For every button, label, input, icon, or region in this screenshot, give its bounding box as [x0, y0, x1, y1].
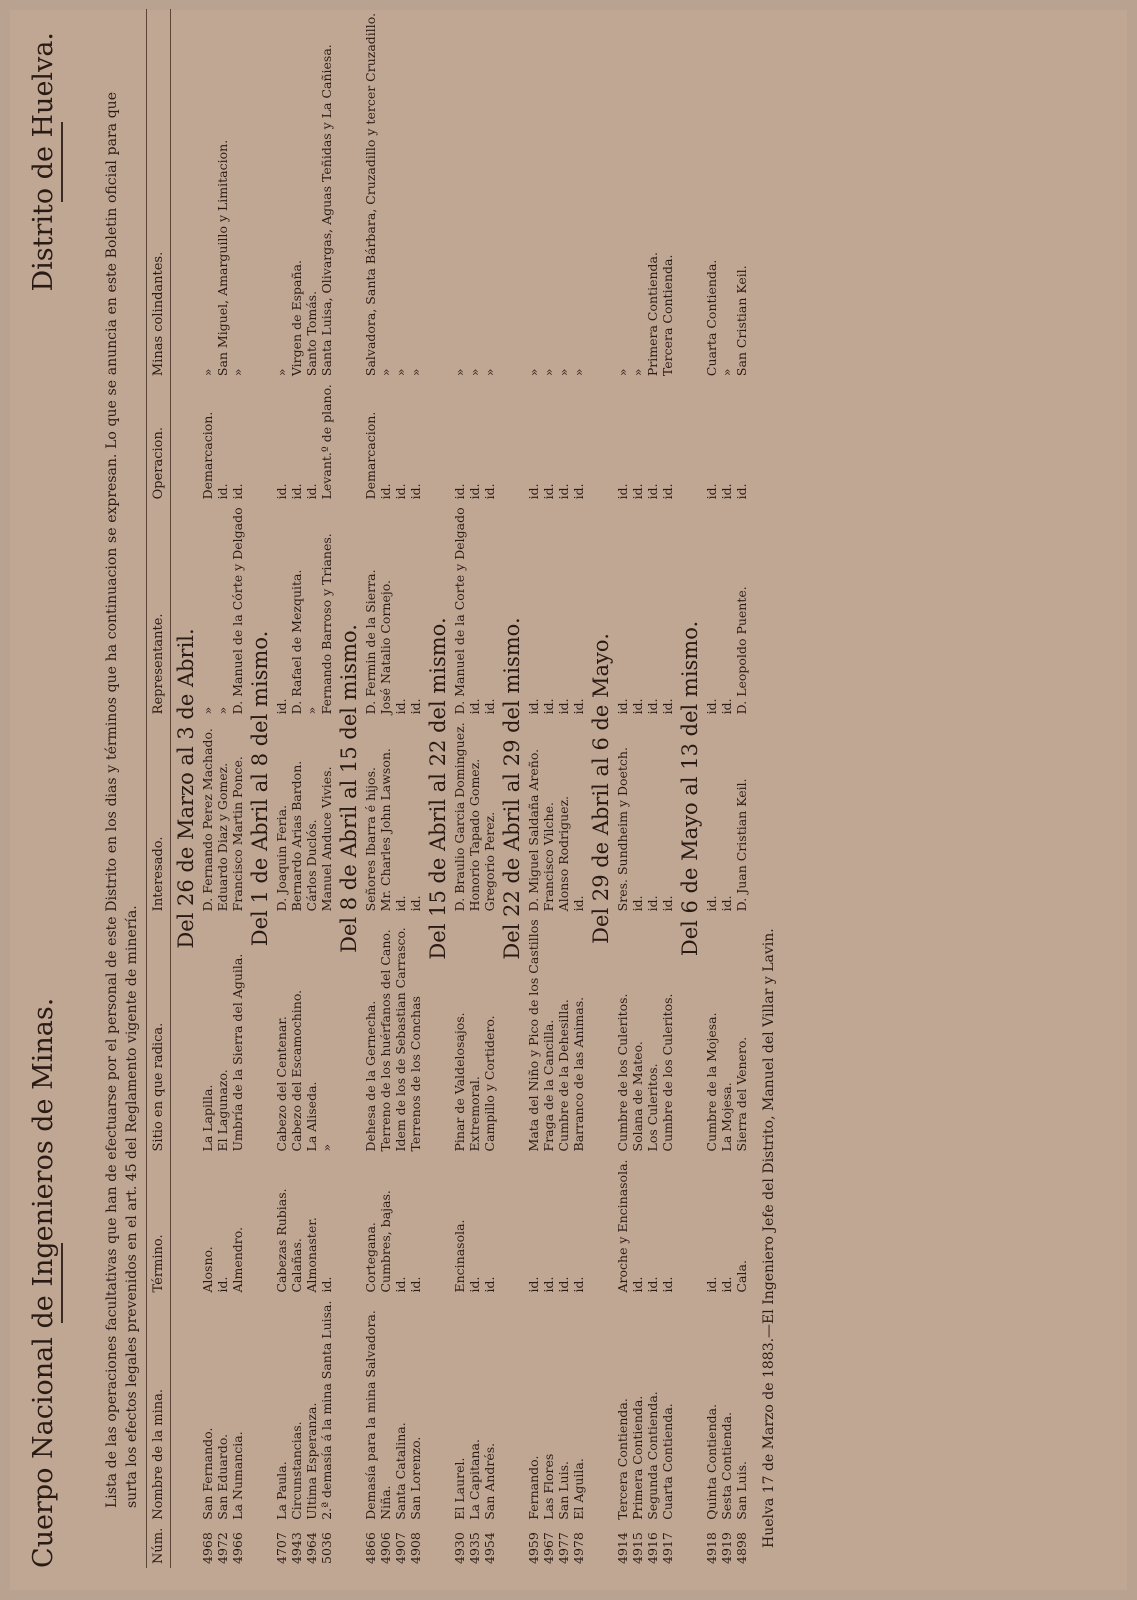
site: Terreno de los huérfanos del Cano. — [378, 929, 393, 1152]
mine-number: 4919 — [719, 1532, 734, 1564]
representative: » — [304, 706, 319, 715]
mine-name: Niña. — [378, 1485, 393, 1520]
operation: Levant.º de plano. — [319, 384, 334, 500]
operation: id. — [452, 483, 467, 500]
mine-name: San Luis. — [734, 1461, 749, 1520]
municipality: Cortegana. — [363, 1222, 378, 1293]
table-row — [363, 9, 378, 1568]
site: Idem de los de Sebastian Carrasco. — [393, 927, 408, 1152]
table-row — [467, 9, 482, 1568]
col-operation: Operacion. — [147, 380, 171, 503]
site: La Lapilla. — [200, 1084, 215, 1152]
table-row — [571, 9, 586, 1568]
mine-number: 4954 — [482, 1532, 497, 1564]
mine-number: 4972 — [215, 1532, 230, 1564]
operations-table — [146, 9, 749, 1568]
representative: D. Manuel de la Corte y Delgado — [452, 507, 467, 715]
mine-name: San Fernando. — [200, 1427, 215, 1520]
table-row — [200, 9, 215, 1568]
section-heading-row — [586, 9, 615, 1568]
adjacent-mines: Cuarta Contienda. — [704, 259, 719, 377]
mine-number: 4908 — [408, 1532, 423, 1564]
operation: id. — [274, 483, 289, 500]
mine-number: 5036 — [319, 1532, 334, 1564]
site: El Lagunazo. — [215, 1069, 230, 1152]
table-row — [408, 9, 423, 1568]
mine-name: Quinta Contienda. — [704, 1403, 719, 1520]
operation: id. — [645, 483, 660, 500]
representative: id. — [526, 698, 541, 715]
municipality: id. — [526, 1276, 541, 1293]
adjacent-mines: » — [615, 368, 630, 377]
operation: id. — [289, 483, 304, 500]
site: Cabezo del Centenar. — [274, 1016, 289, 1152]
representative: id. — [541, 698, 556, 715]
municipality: Alosno. — [200, 1246, 215, 1293]
mine-name: San Lorenzo. — [408, 1436, 423, 1520]
signature-line: Huelva 17 de Marzo de 1883.—El Ingeniero Jefe del Distrito, Manuel del Villar y Lavin. — [761, 928, 777, 1548]
table-row — [452, 9, 467, 1568]
interested-party: id. — [630, 895, 645, 912]
table-row — [541, 9, 556, 1568]
table-row — [215, 9, 230, 1568]
representative: » — [200, 706, 215, 715]
section-heading-row — [334, 9, 363, 1568]
operation: id. — [230, 483, 245, 500]
mine-number: 4916 — [645, 1532, 660, 1564]
representative: id. — [571, 698, 586, 715]
table-row — [482, 9, 497, 1568]
operation: id. — [408, 483, 423, 500]
mine-number: 4907 — [393, 1532, 408, 1564]
mine-number: 4964 — [304, 1532, 319, 1564]
mine-name: La Capitana. — [467, 1439, 482, 1520]
table-row — [556, 9, 571, 1568]
interested-party: id. — [408, 895, 423, 912]
interested-party: D. Juan Cristian Keil. — [734, 778, 749, 912]
mine-name: El Aguila. — [571, 1458, 586, 1520]
mine-name: Segunda Contienda. — [645, 1391, 660, 1520]
operation: id. — [734, 483, 749, 500]
representative: id. — [719, 698, 734, 715]
table-row — [660, 9, 675, 1568]
site: Dehesa de la Gernecha. — [363, 1000, 378, 1152]
corps-title: Cuerpo Nacional de Ingenieros de Minas. — [28, 997, 59, 1568]
operation: id. — [615, 483, 630, 500]
table-body — [171, 9, 750, 1568]
representative: id. — [704, 698, 719, 715]
col-representative: Representante. — [147, 503, 171, 718]
section-heading-row — [245, 9, 274, 1568]
table-row — [645, 9, 660, 1568]
representative: id. — [408, 698, 423, 715]
municipality: id. — [704, 1276, 719, 1293]
interested-party: id. — [719, 895, 734, 912]
col-name: Nombre de la mina. — [147, 1297, 171, 1524]
operation: id. — [541, 483, 556, 500]
adjacent-mines: Tercera Contienda. — [660, 254, 675, 377]
section-date-range: Del 15 de Abril al 22 del mismo. — [426, 617, 450, 960]
section-date-range: Del 29 de Abril al 6 de Mayo. — [589, 633, 613, 944]
table-row — [289, 9, 304, 1568]
table-row — [304, 9, 319, 1568]
interested-party: id. — [571, 895, 586, 912]
table-row — [526, 9, 541, 1568]
operation: id. — [556, 483, 571, 500]
site: Solana de Mateo. — [630, 1041, 645, 1152]
site: Fraga de la Cancilla. — [541, 1019, 556, 1152]
mine-number: 4866 — [363, 1532, 378, 1564]
representative: id. — [615, 698, 630, 715]
representative: id. — [482, 698, 497, 715]
municipality: id. — [541, 1276, 556, 1293]
table-row — [704, 9, 719, 1568]
representative: D. Rafael de Mezquita. — [289, 569, 304, 715]
section-heading-row — [675, 9, 704, 1568]
operation: id. — [571, 483, 586, 500]
operation: Demarcacion. — [200, 411, 215, 500]
site: Umbría de la Sierra del Aguila. — [230, 953, 245, 1152]
adjacent-mines: » — [230, 368, 245, 377]
operation: id. — [704, 483, 719, 500]
mine-name: La Numancia. — [230, 1431, 245, 1520]
section-date-range: Del 6 de Mayo al 13 del mismo. — [678, 620, 702, 957]
mine-number: 4918 — [704, 1532, 719, 1564]
interested-party: Honorio Tapado Gomez. — [467, 758, 482, 912]
representative: id. — [393, 698, 408, 715]
representative: José Natalio Cornejo. — [378, 579, 393, 715]
mine-number: 4959 — [526, 1532, 541, 1564]
flourish-divider — [61, 1243, 63, 1323]
table-row — [630, 9, 645, 1568]
municipality: id. — [408, 1276, 423, 1293]
representative: id. — [556, 698, 571, 715]
table-row — [615, 9, 630, 1568]
section-date-range: Del 26 de Marzo al 3 de Abril. — [174, 628, 198, 949]
mine-name: Ultima Esperanza. — [304, 1402, 319, 1520]
interested-party: id. — [393, 895, 408, 912]
representative: D. Manuel de la Córte y Delgado — [230, 507, 245, 715]
site: Cumbre de los Culeritos. — [660, 993, 675, 1152]
mine-name: Santa Catalina. — [393, 1422, 408, 1520]
site: Sierra del Venero. — [734, 1036, 749, 1152]
flourish-divider — [61, 122, 63, 202]
mine-name: Demasía para la mina Salvadora. — [363, 1310, 378, 1520]
mine-number: 4968 — [200, 1532, 215, 1564]
adjacent-mines: » — [556, 368, 571, 377]
section-date-range: Del 1 de Abril al 8 del mismo. — [248, 630, 272, 947]
section-date-range: Del 8 de Abril al 15 del mismo. — [337, 624, 361, 953]
interested-party: Manuel Anduce Vivies. — [319, 766, 334, 912]
interested-party: id. — [660, 895, 675, 912]
interested-party: D. Joaquin Feria. — [274, 804, 289, 912]
mine-name: Cuarta Contienda. — [660, 1403, 675, 1520]
col-term: Término. — [147, 1155, 171, 1296]
site: Los Culeritos. — [645, 1063, 660, 1152]
col-interested: Interesado. — [147, 718, 171, 915]
adjacent-mines: » — [452, 368, 467, 377]
adjacent-mines: San Cristian Keil. — [734, 265, 749, 377]
site: Extremoral. — [467, 1076, 482, 1152]
mine-number: 4930 — [452, 1532, 467, 1564]
mine-number: 4943 — [289, 1532, 304, 1564]
interested-party: Cárlos Duclós. — [304, 819, 319, 912]
site: Cumbre de la Dehesilla. — [556, 999, 571, 1152]
interested-party: id. — [704, 895, 719, 912]
interested-party: id. — [645, 895, 660, 912]
municipality: id. — [319, 1276, 334, 1293]
adjacent-mines: » — [571, 368, 586, 377]
table-row — [719, 9, 734, 1568]
mine-number: 4967 — [541, 1532, 556, 1564]
rotated-document — [10, 10, 1127, 1590]
col-num: Núm. — [147, 1524, 171, 1568]
municipality: id. — [467, 1276, 482, 1293]
adjacent-mines: » — [719, 368, 734, 377]
interested-party: Francisco Vilche. — [541, 802, 556, 912]
representative: id. — [467, 698, 482, 715]
table-row — [230, 9, 245, 1568]
adjacent-mines: » — [378, 368, 393, 377]
mine-number: 4915 — [630, 1532, 645, 1564]
col-adjacent: Minas colindantes. — [147, 9, 171, 380]
mine-number: 4707 — [274, 1532, 289, 1564]
table-row — [734, 9, 749, 1568]
operation: id. — [719, 483, 734, 500]
section-date-range: Del 22 de Abril al 29 del mismo. — [500, 617, 524, 960]
mine-name: San Andrés. — [482, 1442, 497, 1520]
operation: id. — [660, 483, 675, 500]
adjacent-mines: » — [541, 368, 556, 377]
table-row — [393, 9, 408, 1568]
mine-name: 2.ª demasía á la mina Santa Luisa. — [319, 1300, 334, 1520]
operation: id. — [393, 483, 408, 500]
operation: id. — [482, 483, 497, 500]
operation: id. — [304, 483, 319, 500]
mine-name: Tercera Contienda. — [615, 1398, 630, 1520]
municipality: Aroche y Encinasola. — [615, 1159, 630, 1293]
representative: id. — [645, 698, 660, 715]
mine-number: 4917 — [660, 1532, 675, 1564]
site: » — [319, 1143, 334, 1152]
municipality: Almonaster. — [304, 1217, 319, 1293]
representative: » — [215, 706, 230, 715]
scanned-page — [10, 10, 1127, 1590]
site: Mata del Niño y Pico de los Castillos — [526, 919, 541, 1152]
municipality: id. — [556, 1276, 571, 1293]
table-row — [274, 9, 289, 1568]
table-row — [319, 9, 334, 1568]
mine-number: 4978 — [571, 1532, 586, 1564]
mine-number: 4914 — [615, 1532, 630, 1564]
representative: id. — [660, 698, 675, 715]
municipality: Calañas. — [289, 1238, 304, 1293]
header — [28, 32, 98, 1568]
adjacent-mines: » — [630, 368, 645, 377]
municipality: id. — [645, 1276, 660, 1293]
municipality: Cabezas Rubias. — [274, 1188, 289, 1293]
operation: id. — [378, 483, 393, 500]
interested-party: D. Fernando Perez Machado. — [200, 728, 215, 912]
municipality: Cala. — [734, 1260, 749, 1293]
operation: id. — [215, 483, 230, 500]
representative: D. Leopoldo Puente. — [734, 586, 749, 715]
adjacent-mines: » — [274, 368, 289, 377]
mine-name: Las Flores — [541, 1453, 556, 1520]
representative: id. — [630, 698, 645, 715]
mine-number: 4977 — [556, 1532, 571, 1564]
mine-name: Fernando. — [526, 1455, 541, 1520]
representative: D. Fermin de la Sierra. — [363, 569, 378, 715]
site: Cumbre de los Culeritos. — [615, 993, 630, 1152]
table-row — [378, 9, 393, 1568]
interested-party: Francisco Martin Ponce. — [230, 756, 245, 912]
site: Pinar de Valdelosajos. — [452, 1012, 467, 1152]
section-heading-row — [171, 9, 201, 1568]
site: La Aliseda. — [304, 1081, 319, 1152]
adjacent-mines: Salvadora, Santa Bárbara, Cruzadillo y tercer Cruzadillo. — [363, 12, 378, 377]
interested-party: Eduardo Diaz y Gomez. — [215, 762, 230, 912]
mine-name: San Eduardo. — [215, 1433, 230, 1520]
interested-party: D. Miguel Saldaña Areño. — [526, 748, 541, 912]
mine-name: La Paula. — [274, 1461, 289, 1520]
interested-party: Mr. Charles John Lawson. — [378, 748, 393, 912]
municipality: Encinasola. — [452, 1219, 467, 1293]
site: Barranco de las Animas. — [571, 996, 586, 1152]
municipality: Almendro. — [230, 1226, 245, 1293]
adjacent-mines: » — [408, 368, 423, 377]
mine-name: El Laurel. — [452, 1457, 467, 1520]
table-header-row — [147, 9, 171, 1568]
site: Cumbre de la Mojesa. — [704, 1012, 719, 1152]
adjacent-mines: » — [526, 368, 541, 377]
interested-party: Sres. Sundheim y Doetch. — [615, 747, 630, 912]
mine-number: 4966 — [230, 1532, 245, 1564]
adjacent-mines: » — [482, 368, 497, 377]
section-heading-row — [497, 9, 526, 1568]
site: Terrenos de los Conchas — [408, 996, 423, 1152]
adjacent-mines: Santo Tomás. — [304, 290, 319, 377]
adjacent-mines: » — [200, 368, 215, 377]
municipality: id. — [482, 1276, 497, 1293]
site: La Mojesa. — [719, 1082, 734, 1152]
site: Campillo y Cortidero. — [482, 1015, 497, 1152]
municipality: Cumbres, bajas. — [378, 1190, 393, 1293]
adjacent-mines: Virgen de España. — [289, 260, 304, 377]
interested-party: Gregorio Perez. — [482, 811, 497, 912]
section-heading-row — [423, 9, 452, 1568]
adjacent-mines: San Miguel, Amarguillo y Limitacion. — [215, 139, 230, 377]
interested-party: Alonso Rodriguez. — [556, 795, 571, 912]
mine-number: 4935 — [467, 1532, 482, 1564]
site: Cabezo del Escamochino. — [289, 989, 304, 1152]
interested-party: D. Braulio Garcia Dominguez. — [452, 722, 467, 912]
interested-party: Bernardo Arias Bardon. — [289, 760, 304, 912]
operation: id. — [526, 483, 541, 500]
municipality: id. — [630, 1276, 645, 1293]
col-site: Sitio en que radica. — [147, 915, 171, 1155]
adjacent-mines: Santa Luisa, Olivargas, Aguas Teñidas y La Cañiesa. — [319, 44, 334, 377]
representative: id. — [274, 698, 289, 715]
operation: id. — [630, 483, 645, 500]
representative: Fernando Barroso y Trianes. — [319, 533, 334, 715]
municipality: id. — [660, 1276, 675, 1293]
adjacent-mines: Primera Contienda. — [645, 252, 660, 377]
adjacent-mines: » — [467, 368, 482, 377]
mine-name: San Luis. — [556, 1461, 571, 1520]
mine-name: Primera Contienda. — [630, 1395, 645, 1520]
mine-number: 4906 — [378, 1532, 393, 1564]
interested-party: Señores Ibarra é hijos. — [363, 767, 378, 912]
municipality: id. — [393, 1276, 408, 1293]
operation: id. — [467, 483, 482, 500]
mine-number: 4898 — [734, 1532, 749, 1564]
operation: Demarcacion. — [363, 411, 378, 500]
district-title: Distrito de Huelva. — [28, 32, 59, 292]
municipality: id. — [571, 1276, 586, 1293]
municipality: id. — [215, 1276, 230, 1293]
mine-name: Circunstancias. — [289, 1421, 304, 1520]
mine-name: Sesta Contienda. — [719, 1411, 734, 1520]
intro-paragraph: Lista de las operaciones facultativas que han de efectuarse por el personal de este Distrito en los dias y términos que ha continuacion se expresan. Lo que se anuncia en este Boletin oficial para que surta los efectos legales prevenidos en el art. 45 del Reglamento vigente de minería. — [104, 92, 140, 1508]
adjacent-mines: » — [393, 368, 408, 377]
municipality: id. — [719, 1276, 734, 1293]
